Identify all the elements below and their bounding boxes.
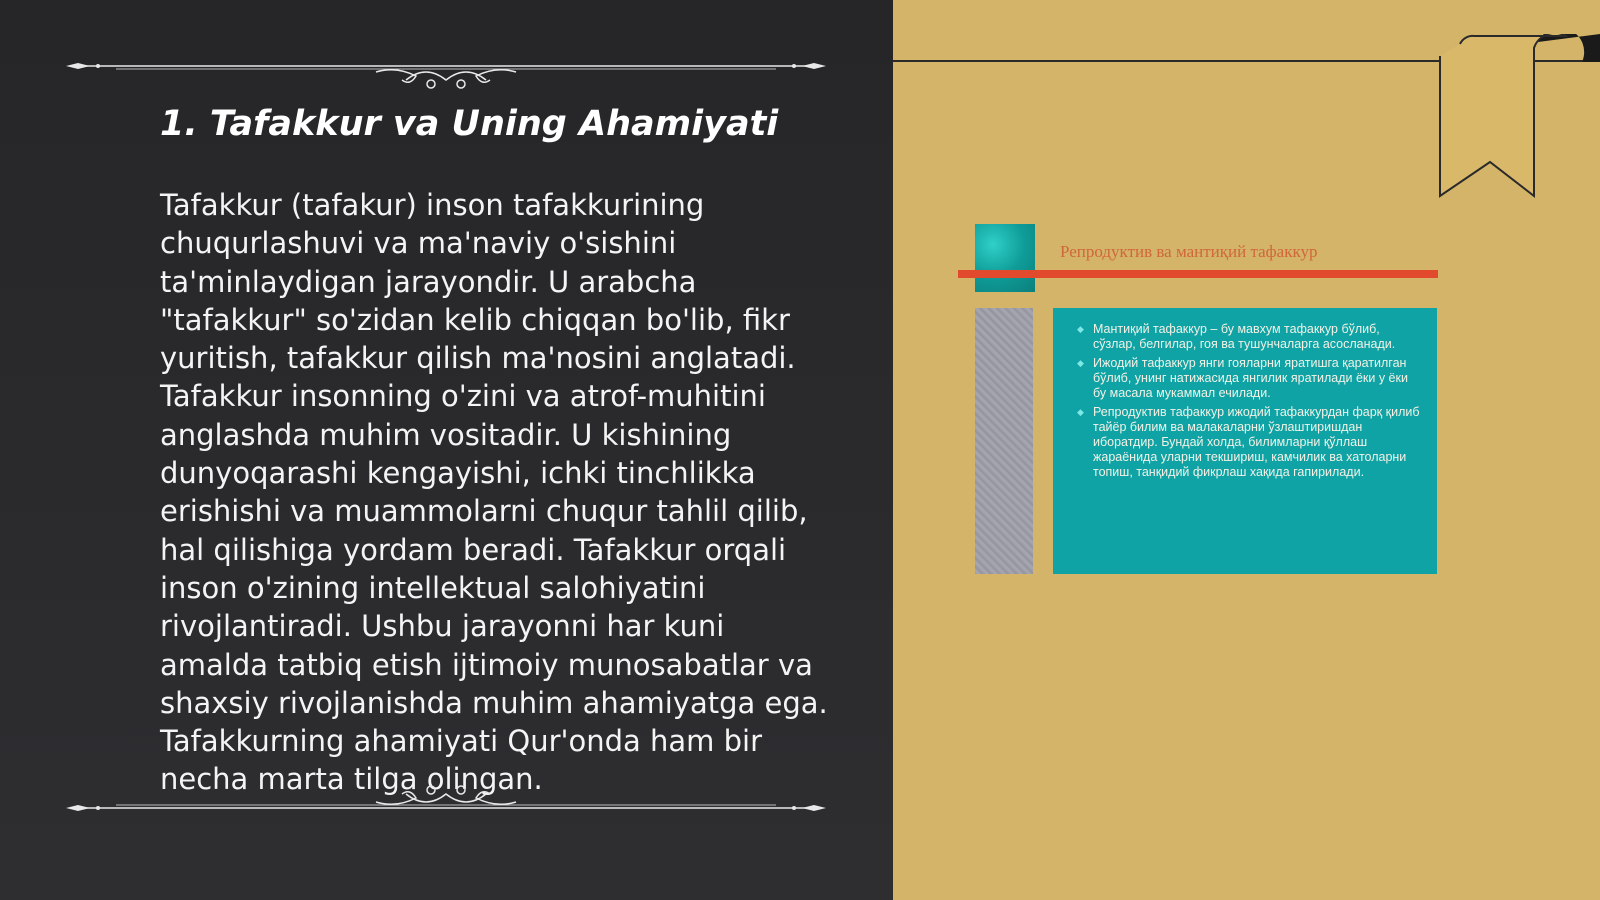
slide-body-text: Tafakkur (tafakur) inson tafakkurining chuqurlashuvi va ma'naviy o'sishini ta'minlaydigan jarayondir. U arabcha "tafakkur" so'zidan kelib chiqqan bo'lib, fikr yuritish, tafakkur qilish ma'nosini anglatadi. Tafakkur insonning o'zini va atrof-muhitini anglashda muhim vositadir. U kishining dunyoqarashi kengayishi, ichki tinchlikka erishishi va muammolarni chuqur tahlil qilib, hal qilishiga yordam beradi. Tafakkur orqali inson o'zining intellektual salohiyatini rivojlantiradi. Ushbu jarayonni har kuni amalda tatbiq etish ijtimoiy munosabatlar va shaxsiy rivojlanishda muhim ahamiyatga ega. Tafakkurning ahamiyati Qur'onda ham bir necha marta tilga olingan. [160, 188, 828, 797]
embedded-slide-title: Репродуктив ва мантиқий тафаккур [1060, 242, 1318, 261]
embedded-slide-content-box [1053, 308, 1437, 574]
embedded-slide-bullet-list [1053, 308, 1437, 480]
slide-title: 1. Tafakkur va Uning Ahamiyati [160, 104, 779, 144]
embedded-slide-bullet: ◆ Репродуктив тафаккур ижодий тафаккурдан фарқ қилиб тайёр билим ва малакаларни ўзлаштиришдан иборатдир. Бундай холда, билимларни қўллаш жараёнида уларни текшириш, камчилик ва хатоларни топиш, танқидий фикрлаш хақида гапирилади. [1093, 405, 1421, 480]
embedded-slide-bullet: ◆ Ижодий тафаккур янги гояларни яратишга қаратилган бўлиб, унинг натижасида янгилик яратилади ёки у ёки бу масала мукаммал ечилади. [1093, 356, 1421, 401]
embedded-slide-bullet: ◆ Мантиқий тафаккур – бу мавхум тафаккур бўлиб, сўзлар, белгилар, гоя ва тушунчаларга асосланади. [1093, 322, 1421, 352]
embedded-slide-gray-column [975, 308, 1033, 574]
embedded-slide-red-bar [958, 270, 1438, 278]
bookmark-ribbon-icon [1434, 34, 1600, 204]
ornament-divider-bottom [66, 784, 826, 824]
embedded-slide-teal-square [975, 224, 1035, 292]
ornament-divider-top [66, 50, 826, 90]
